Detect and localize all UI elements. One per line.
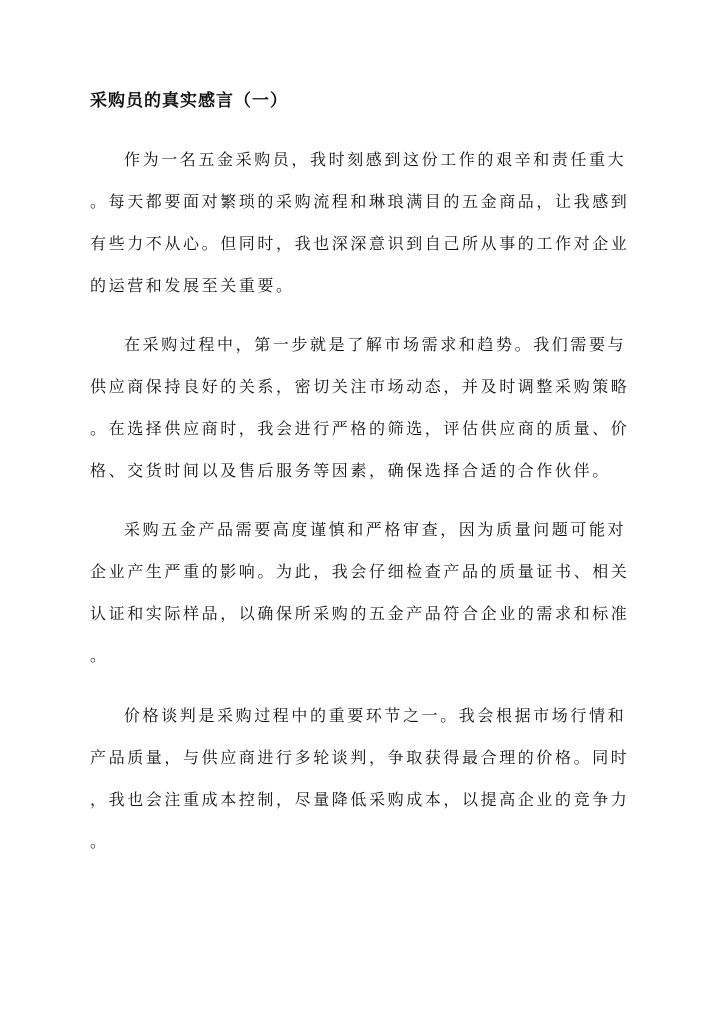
paragraph-4-line-3: ，我也会注重成本控制，尽量降低采购成本，以提高企业的竞争力 [90,790,630,809]
paragraph-2-line-2: 供应商保持良好的关系，密切关注市场动态，并及时调整采购策略 [90,377,630,396]
paragraph-3-line-4: 。 [90,646,109,665]
paragraph-3-line-3: 认证和实际样品，以确保所采购的五金产品符合企业的需求和标准 [90,604,630,623]
paragraph-1-line-3: 有些力不从心。但同时，我也深深意识到自己所从事的工作对企业 [90,234,630,253]
paragraph-2-line-1: 在采购过程中，第一步就是了解市场需求和趋势。我们需要与 [124,335,627,354]
paragraph-4-line-2: 产品质量，与供应商进行多轮谈判，争取获得最合理的价格。同时 [90,748,630,767]
paragraph-1-line-4: 的运营和发展至关重要。 [90,276,295,295]
paragraph-1-line-2: 。每天都要面对繁琐的采购流程和琳琅满目的五金商品，让我感到 [90,192,630,211]
paragraph-4-line-4: 。 [90,832,109,851]
paragraph-3-line-2: 企业产生严重的影响。为此，我会仔细检查产品的质量证书、相关 [90,562,630,581]
document-title: 采购员的真实感言（一） [90,91,288,111]
paragraph-2-line-3: 。在选择供应商时，我会进行严格的筛选，评估供应商的质量、价 [90,419,630,438]
paragraph-1-line-1: 作为一名五金采购员，我时刻感到这份工作的艰辛和责任重大 [124,150,627,169]
paragraph-2-line-4: 格、交货时间以及售后服务等因素，确保选择合适的合作伙伴。 [90,461,611,480]
paragraph-3-line-1: 采购五金产品需要高度谨慎和严格审查，因为质量问题可能对 [124,520,627,539]
paragraph-4-line-1: 价格谈判是采购过程中的重要环节之一。我会根据市场行情和 [124,706,627,725]
